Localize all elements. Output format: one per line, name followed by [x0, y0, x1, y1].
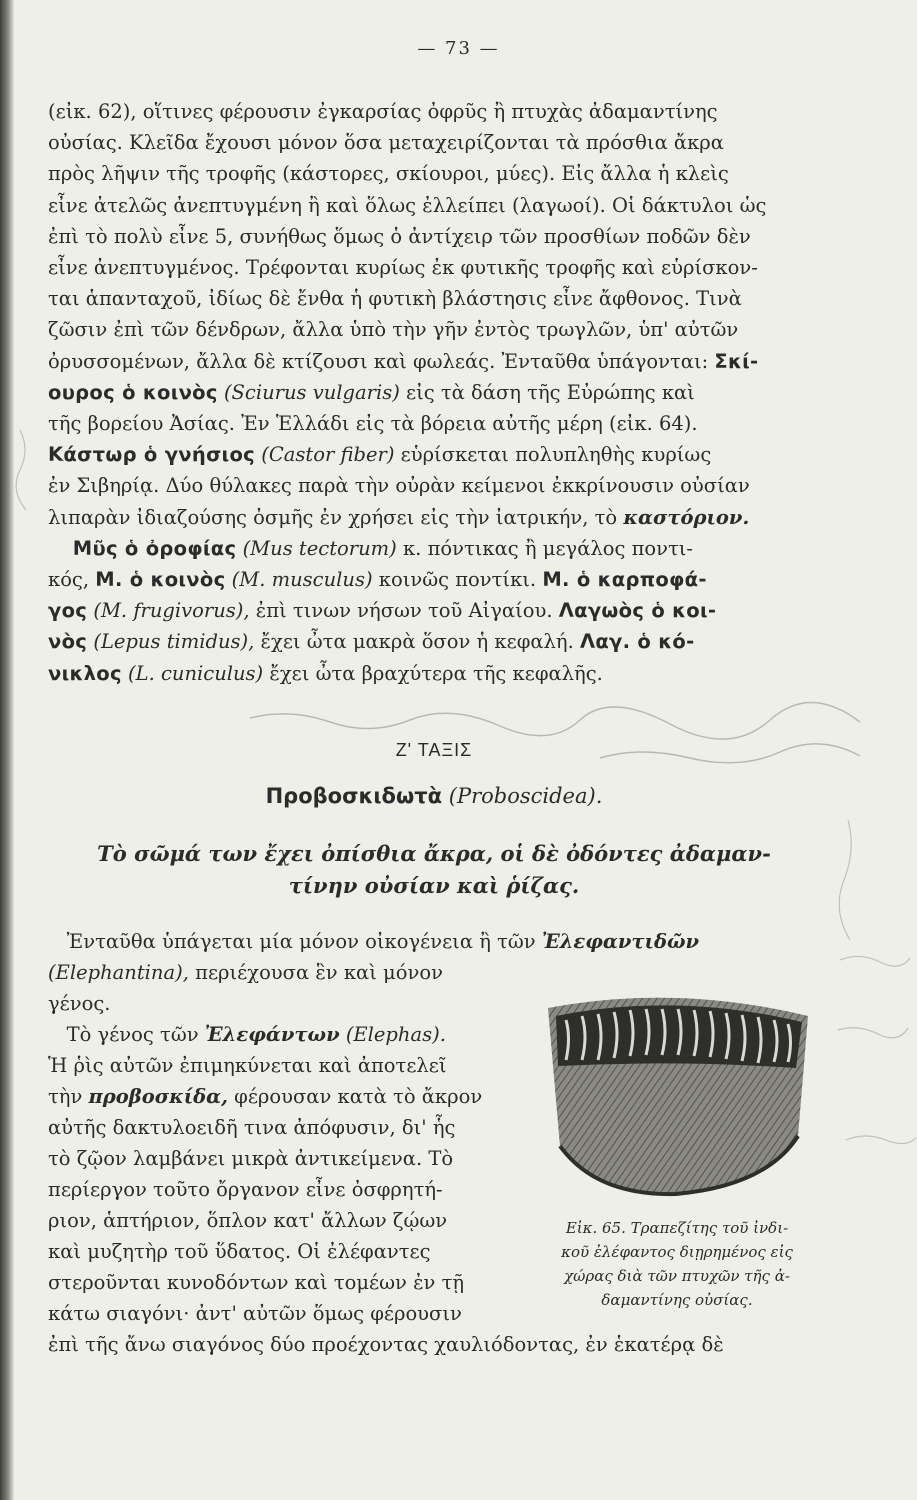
text-line: ἐπὶ τὸ πολὺ εἶνε 5, συνήθως ὅμως ὁ ἀντίχειρ τῶν προσθίων ποδῶν δὲν	[48, 224, 751, 248]
text-line: οὐσίας. Κλεῖδα ἔχουσι μόνον ὅσα μεταχειρίζονται τὰ πρόσθια ἄκρα	[48, 131, 724, 155]
species-name: Σκί-	[714, 349, 759, 373]
text-line: Τὸ γένος τῶν Ἐλεφάντων (Elephas).	[66, 1023, 446, 1046]
latin-name: (Castor fiber)	[261, 443, 395, 467]
text-line: ἐν Σιβηρίᾳ. Δύο θύλακες παρὰ τὴν οὐρὰν κείμενοι ἐκκρίνουσιν οὐσίαν	[48, 474, 750, 498]
text-line: τὴν προβοσκίδα, φέρουσαν κατὰ τὸ ἄκρον	[48, 1085, 483, 1108]
latin-name: (M. musculus)	[231, 568, 373, 592]
species-name: Μ. ὁ κοινὸς	[95, 568, 226, 592]
text-line: τὸ ζῷον λαμβάνει μικρὰ ἀντικείμενα. Τὸ	[48, 1147, 454, 1170]
page-number: — 73 —	[417, 38, 500, 59]
text-line: ζῶσιν ἐπὶ τῶν δένδρων, ἄλλα ὑπὸ τὴν γῆν ἐντὸς τρωγλῶν, ὑπ' αὐτῶν	[48, 318, 739, 342]
latin-name: (Mus tectorum)	[242, 536, 397, 560]
text-line: πρὸς λῆψιν τῆς τροφῆς (κάστορες, σκίουροι, μύες). Εἰς ἄλλα ἡ κλεὶς	[48, 162, 729, 186]
text-line: νικλος (L. cuniculus) ἔχει ὦτα βραχύτερα τῆς κεφαλῆς.	[48, 661, 603, 685]
family-name: Ἐλεφαντιδῶν	[541, 930, 700, 953]
text-line: Μῦς ὁ ὀροφίας (Mus tectorum) κ. πόντικας ἢ μεγάλος ποντι-	[72, 536, 694, 560]
latin-name: (Sciurus vulgaris)	[223, 380, 400, 404]
text-line: ουρος ὁ κοινὸς (Sciurus vulgaris) εἰς τὰ δάση τῆς Εὐρώπης καὶ	[48, 380, 695, 404]
text-line: Ἐνταῦθα ὑπάγεται μία μόνον οἰκογένεια ἢ τῶν Ἐλεφαντιδῶν	[66, 930, 700, 953]
genus-name: Ἐλεφάντων	[204, 1023, 340, 1046]
text-line: ται ἁπανταχοῦ, ἰδίως δὲ ἔνθα ἡ φυτικὴ βλάστησις εἶνε ἄφθονος. Τινὰ	[48, 287, 742, 311]
caption-line: Εἰκ. 65. Τραπεζίτης τοῦ ἰνδι-	[565, 1219, 789, 1237]
order-name: Προβοσκιδωτὰ	[265, 784, 443, 808]
text-line: λιπαρὰν ἰδιαζούσης ὀσμῆς ἐν χρήσει εἰς τὴν ἰατρικήν, τὸ καστόριον.	[48, 505, 750, 529]
text-line: τῆς βορείου Ἀσίας. Ἐν Ἑλλάδι εἰς τὰ βόρεια αὐτῆς μέρη (εἰκ. 64).	[48, 412, 698, 436]
text-line: στεροῦνται κυνοδόντων καὶ τομέων ἐν τῇ	[48, 1271, 465, 1294]
summary-line: Τὸ σῶμά των ἔχει ὀπίσθια ἄκρα, οἱ δὲ ὀδόντες ἀδαμαν-	[97, 841, 771, 866]
text-line: νὸς (Lepus timidus), ἔχει ὦτα μακρὰ ὅσον ἡ κεφαλή. Λαγ. ὁ κό-	[48, 630, 695, 654]
text-line: εἶνε ἀτελῶς ἀνεπτυγμένη ἢ καὶ ὅλως ἐλλείπει (λαγωοί). Οἱ δάκτυλοι ὡς	[48, 193, 767, 217]
text-line: ριον, ἁπτήριον, ὅπλον κατ' ἄλλων ζῴων	[48, 1209, 448, 1232]
text-line: Κάστωρ ὁ γνήσιος (Castor fiber) εὑρίσκεται πολυπληθὴς κυρίως	[48, 443, 712, 467]
text-line: γένος.	[48, 992, 111, 1015]
caption-line: κοῦ ἐλέφαντος διῃρημένος εἰς	[561, 1243, 793, 1261]
species-name: Μῦς ὁ ὀροφίας	[72, 536, 237, 560]
text-line: (εἰκ. 62), οἵτινες φέρουσιν ἐγκαρσίας ὀφρῦς ἢ πτυχὰς ἀδαμαντίνης	[48, 100, 718, 123]
text-line: (Elephantina), περιέχουσα ἓν καὶ μόνον	[48, 961, 443, 984]
species-name: νικλος	[48, 661, 122, 685]
text-line: καὶ μυζητὴρ τοῦ ὕδατος. Οἱ ἐλέφαντες	[48, 1240, 431, 1263]
text-line: κός, Μ. ὁ κοινὸς (M. musculus) κοινῶς ποντίκι. Μ. ὁ καρποφά-	[48, 568, 707, 592]
text-line: κάτω σιαγόνι· ἀντ' αὐτῶν ὅμως φέρουσιν	[48, 1302, 462, 1325]
term-castoreum: καστόριον.	[623, 505, 750, 529]
latin-name: (M. frugivorus),	[93, 599, 250, 623]
species-name: Μ. ὁ καρποφά-	[542, 568, 707, 592]
text-line: αὐτῆς δακτυλοειδῆ τινα ἀπόφυσιν, δι' ἧς	[48, 1116, 456, 1139]
text-line: Ἡ ῥὶς αὐτῶν ἐπιμηκύνεται καὶ ἀποτελεῖ	[48, 1054, 447, 1077]
caption-line: δαμαντίνης οὐσίας.	[601, 1291, 753, 1309]
species-name: νὸς	[48, 630, 88, 654]
text-line: εἶνε ἀνεπτυγμένος. Τρέφονται κυρίως ἐκ φυτικῆς τροφῆς καὶ εὑρίσκον-	[48, 256, 758, 280]
text-line: ὀρυσσομένων, ἄλλα δὲ κτίζουσι καὶ φωλεάς. Ἐνταῦθα ὑπάγονται: Σκί-	[48, 349, 759, 373]
species-name: ουρος ὁ κοινὸς	[48, 380, 218, 404]
summary-line: τίνην οὐσίαν καὶ ῥίζας.	[288, 873, 580, 898]
latin-name: (Elephantina),	[48, 961, 189, 984]
order-latin-name: (Proboscidea).	[448, 784, 603, 808]
caption-line: χώρας διὰ τῶν πτυχῶν τῆς ἀ-	[564, 1267, 790, 1285]
latin-name: (Elephas).	[345, 1023, 446, 1046]
text-line: ἐπὶ τῆς ἄνω σιαγόνος δύο προέχοντας χαυλιόδοντας, ἐν ἑκατέρᾳ δὲ	[48, 1333, 724, 1356]
text-line: γος (M. frugivorus), ἐπὶ τινων νήσων τοῦ Αἰγαίου. Λαγωὸς ὁ κοι-	[48, 599, 717, 623]
species-name: Λαγ. ὁ κό-	[579, 630, 695, 654]
species-name: γος	[48, 599, 88, 623]
term-proboscis: προβοσκίδα,	[88, 1085, 228, 1108]
class-heading: Ζ' ΤΑΞΙΣ	[395, 740, 473, 760]
species-name: Κάστωρ ὁ γνήσιος	[48, 443, 256, 467]
latin-name: (L. cuniculus)	[128, 661, 264, 685]
latin-name: (Lepus timidus),	[93, 630, 255, 654]
text-line: περίεργον τοῦτο ὄργανον εἶνε ὀσφρητή-	[48, 1178, 443, 1201]
species-name: Λαγωὸς ὁ κοι-	[558, 599, 717, 623]
